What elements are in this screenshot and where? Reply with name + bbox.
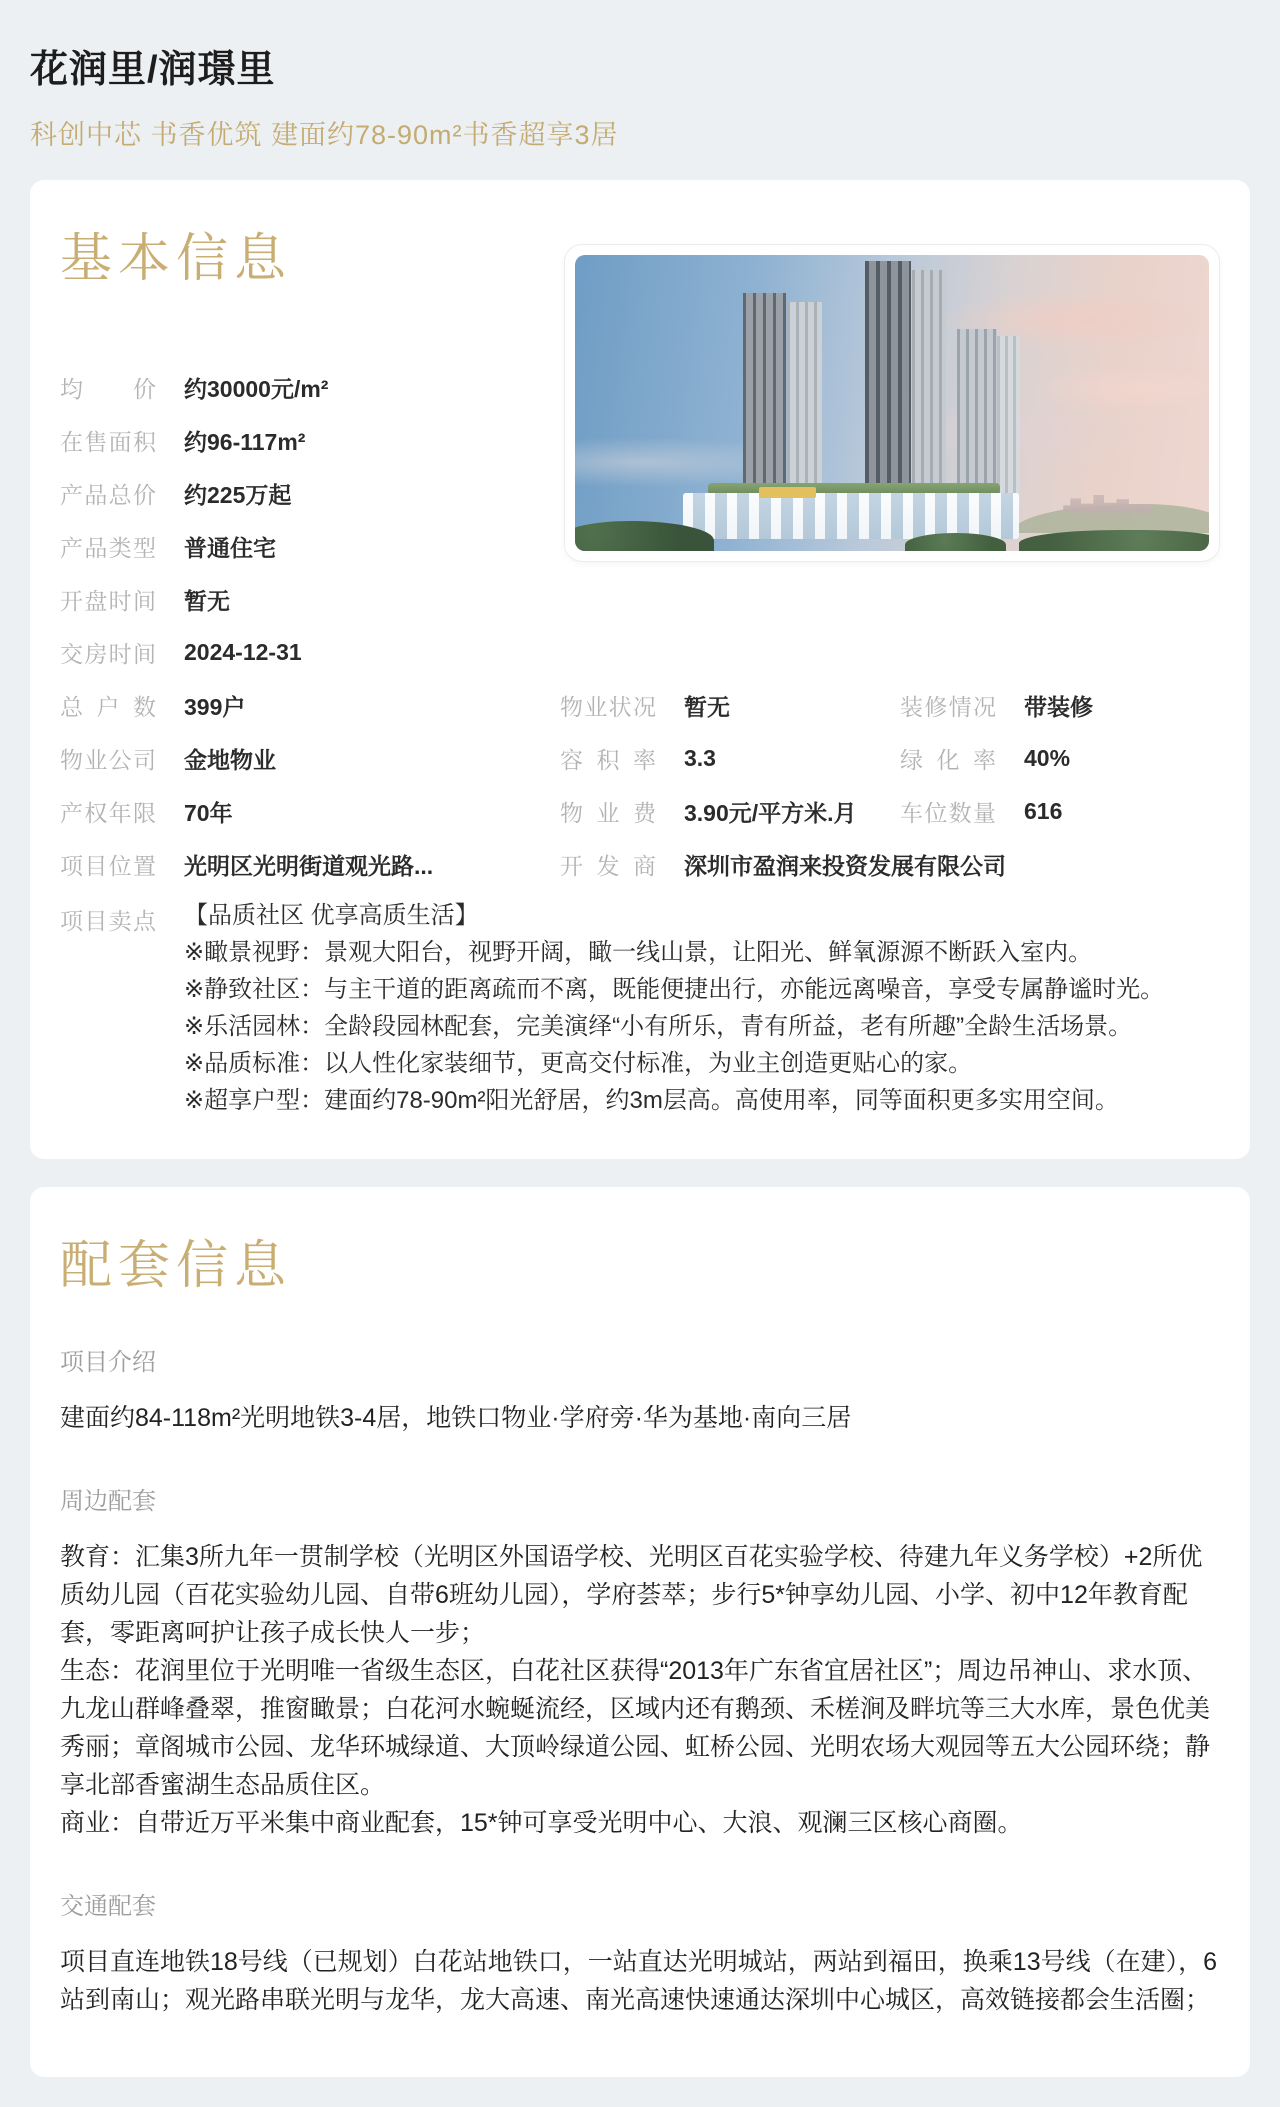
field-label: 交房时间 — [60, 641, 156, 667]
field-label: 车位数量 — [900, 800, 996, 826]
surroundings-ecology-line: 生态：花润里位于光明唯一省级生态区，白花社区获得“2013年广东省宜居社区”；周边吊神山、求水顶、九龙山群峰叠翠，推窗瞰景；白花河水蜿蜒流经，区域内还有鹅颈、禾槎涧及畔坑等三大水库，景色优美秀丽；章阁城市公园、龙华环城绿道、大顶岭绿道公园、虹桥公园、光明农场大观园等五大公园环绕；静享北部香蜜湖生态品质住区。 — [60, 1657, 1211, 1799]
field-row-product-type — [60, 520, 540, 573]
field-label: 绿化率 — [900, 747, 996, 773]
photo-tower-left-back — [787, 302, 823, 488]
transport-text: 项目直连地铁18号线（已规划）白花站地铁口，一站直达光明城站，两站到福田，换乘13号线（在建），6站到南山；观光路串联光明与龙华，龙大高速、南光高速快速通达深圳中心城区，高效链接都会生活圈； — [60, 1948, 1218, 2014]
field-label: 项目卖点 — [60, 908, 156, 934]
intro-label: 项目介绍 — [60, 1349, 156, 1376]
field-value: 70年 — [184, 800, 233, 826]
field-row-area-on-sale — [60, 414, 540, 467]
field-label: 项目位置 — [60, 853, 156, 879]
field-row-project-location — [60, 838, 560, 891]
field-value: 约225万起 — [184, 482, 292, 508]
photo-tower-right-front — [957, 329, 996, 507]
field-row-parking-count — [900, 785, 1220, 838]
field-label: 在售面积 — [60, 429, 156, 455]
property-rendering-image — [575, 255, 1209, 551]
selling-point-line: ※品质标准：以人性化家装细节，更高交付标准，为业主创造更贴心的家。 — [184, 1050, 973, 1077]
photo-tower-center-back — [912, 270, 946, 495]
field-value: 带装修 — [1024, 694, 1093, 720]
field-value: 399户 — [184, 694, 246, 720]
field-row-property-company — [60, 732, 560, 785]
basic-info-section-title: 基本信息 — [60, 230, 293, 288]
field-value: 2024-12-31 — [184, 639, 302, 665]
field-row-delivery-date — [60, 626, 540, 679]
photo-trees-middle — [905, 533, 1006, 551]
field-row-tenure — [60, 785, 560, 838]
field-row-greening-rate — [900, 732, 1220, 785]
field-value: 40% — [1024, 745, 1071, 771]
page-title: 花润里/润璟里 — [30, 49, 276, 91]
photo-tower-center-front — [865, 261, 911, 495]
field-row-property-status — [560, 679, 900, 732]
amenities-section-title: 配套信息 — [60, 1237, 293, 1295]
selling-points-row — [60, 897, 1220, 1119]
selling-point-line: ※超享户型：建面约78-90m²阳光舒居，约3m层高。高使用率，同等面积更多实用空间。 — [184, 1087, 1119, 1114]
photo-tower-right-back — [997, 336, 1020, 506]
field-value: 光明区光明街道观光路... — [184, 853, 434, 879]
selling-point-line: ※瞰景视野：景观大阳台，视野开阔，瞰一线山景，让阳光、鲜氧源源不断跃入室内。 — [184, 939, 1093, 966]
photo-podium-accent — [759, 487, 816, 497]
field-row-developer — [560, 838, 1220, 891]
field-value: 普通住宅 — [184, 535, 276, 561]
field-row-property-fee — [560, 785, 900, 838]
field-value: 暂无 — [684, 694, 730, 720]
selling-points-text — [184, 897, 1220, 1119]
field-label: 物业状况 — [560, 694, 656, 720]
surroundings-label: 周边配套 — [60, 1488, 156, 1515]
page-subtitle: 科创中芯 书香优筑 建面约78-90m²书香超享3居 — [30, 120, 619, 150]
field-value: 3.3 — [684, 745, 716, 771]
field-label: 产品总价 — [60, 482, 156, 508]
property-rendering-frame — [564, 244, 1220, 562]
field-label: 容积率 — [560, 747, 656, 773]
field-value: 3.90元/平方米.月 — [684, 800, 857, 826]
field-label: 物业公司 — [60, 747, 156, 773]
selling-point-line: 【品质社区 优享高质生活】 — [184, 902, 479, 929]
surroundings-education-line: 教育：汇集3所九年一贯制学校（光明区外国语学校、光明区百花实验学校、待建九年义务学校）+2所优质幼儿园（百花实验幼儿园、自带6班幼儿园），学府荟萃；步行5*钟享幼儿园、小学、初中12年教育配套，零距离呵护让孩子成长快人一步； — [60, 1543, 1203, 1647]
transport-label: 交通配套 — [60, 1893, 156, 1920]
field-value: 616 — [1024, 798, 1063, 824]
field-label: 开发商 — [560, 853, 656, 879]
photo-trees-right — [1019, 530, 1209, 551]
field-value: 金地物业 — [184, 747, 276, 773]
field-row-total-households — [60, 679, 560, 732]
surroundings-commerce-line: 商业：自带近万平米集中商业配套，15*钟可享受光明中心、大浪、观澜三区核心商圈。 — [60, 1809, 1023, 1837]
field-label: 产权年限 — [60, 800, 156, 826]
field-row-plot-ratio — [560, 732, 900, 785]
field-label: 产品类型 — [60, 535, 156, 561]
field-value: 深圳市盈润来投资发展有限公司 — [684, 853, 1006, 879]
field-row-opening-date — [60, 573, 540, 626]
field-label: 总户数 — [60, 694, 156, 720]
basic-info-grid — [60, 679, 1220, 891]
selling-point-line: ※乐活园林：全龄段园林配套，完美演绎“小有所乐，青有所益，老有所趣”全龄生活场景。 — [184, 1013, 1133, 1040]
surroundings-text — [60, 1538, 1220, 1842]
field-row-decoration — [900, 679, 1220, 732]
amenities-card — [30, 1187, 1250, 2077]
basic-info-card — [30, 180, 1250, 1159]
field-value: 约96-117m² — [184, 429, 306, 455]
field-label: 开盘时间 — [60, 588, 156, 614]
basic-info-left-fields — [60, 361, 540, 679]
field-label: 装修情况 — [900, 694, 996, 720]
photo-podium-mall — [683, 493, 1019, 539]
field-value: 约30000元/m² — [184, 376, 329, 402]
intro-text: 建面约84-118m²光明地铁3-4居，地铁口物业·学府旁·华为基地·南向三居 — [60, 1404, 852, 1432]
field-label: 物业费 — [560, 800, 656, 826]
field-value: 暂无 — [184, 588, 230, 614]
field-row-total-price — [60, 467, 540, 520]
field-row-avg-price — [60, 361, 540, 414]
selling-point-line: ※静致社区：与主干道的距离疏而不离，既能便捷出行，亦能远离噪音，享受专属静谧时光。 — [184, 976, 1165, 1003]
photo-tower-left-front — [743, 293, 786, 488]
field-label: 均价 — [60, 376, 156, 402]
